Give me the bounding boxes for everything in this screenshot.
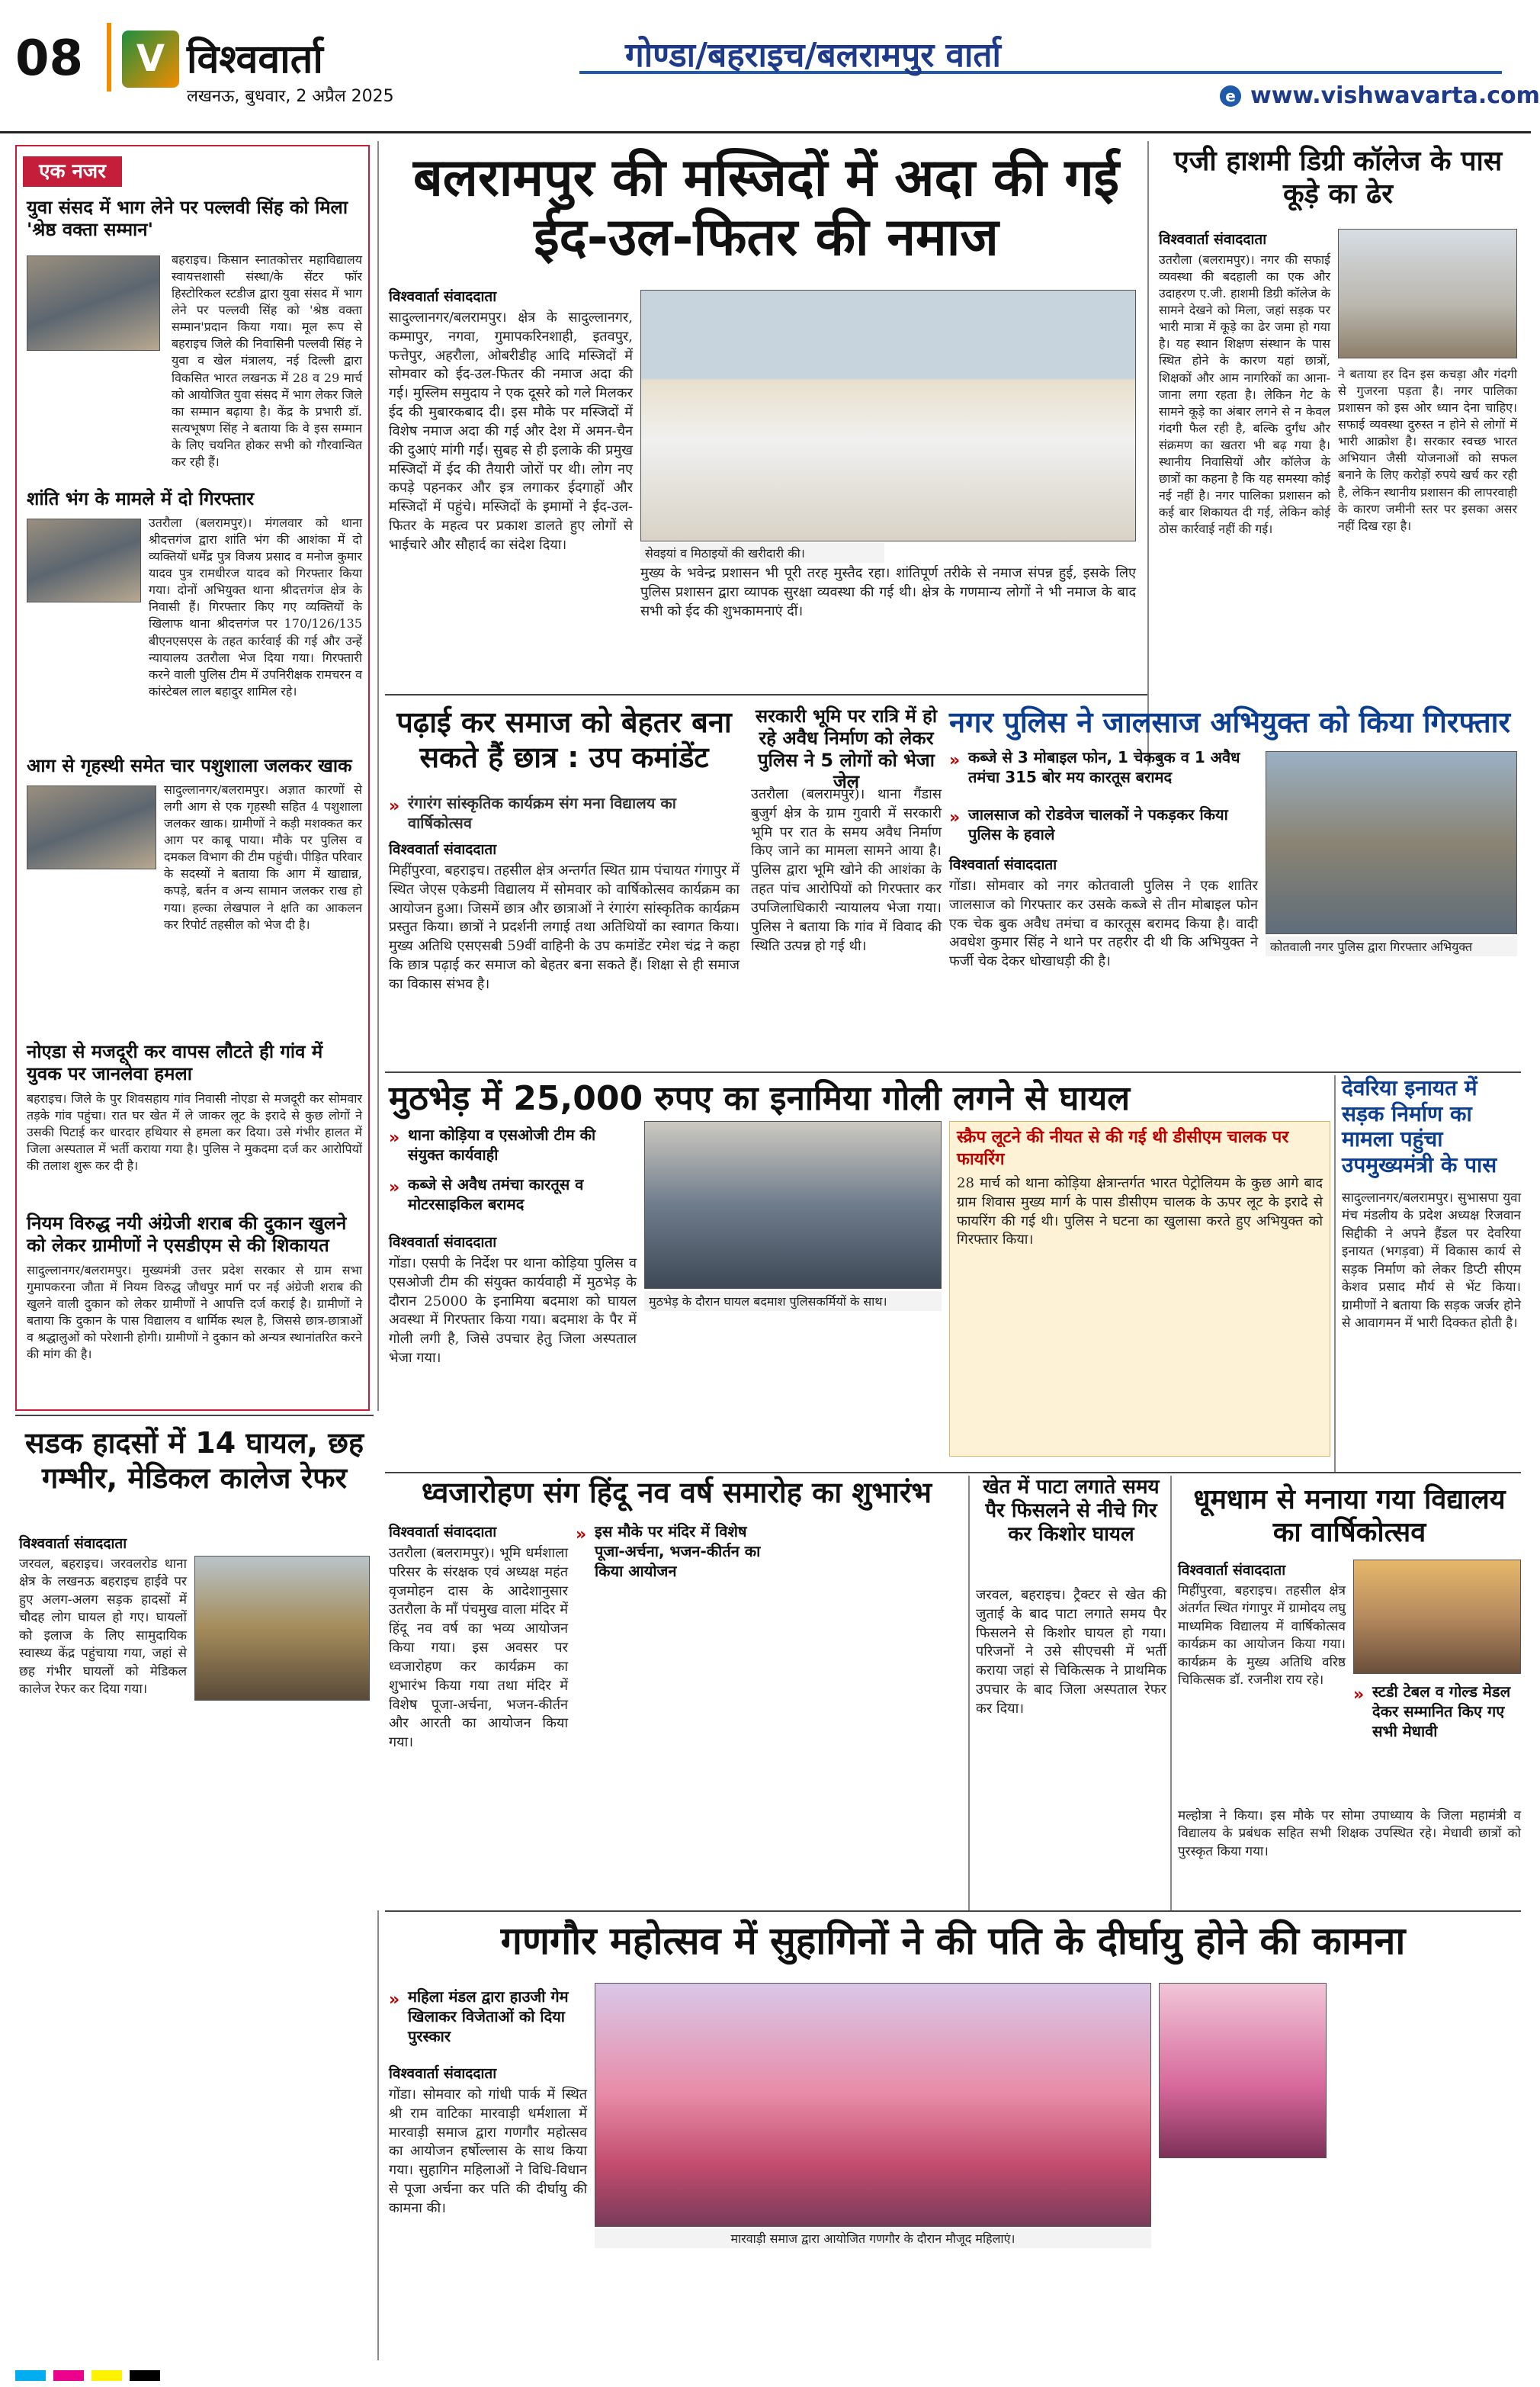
story-body [778,1521,964,1907]
bullet-icon: » [1353,1685,1365,1704]
column-divider [968,1476,970,1910]
headline: मुठभेड़ में 25,000 रुपए का इनामिया गोली लगने से घायल [389,1079,1131,1118]
headline: सडक हादसों में 14 घायल, छह गम्भीर, मेडिकल कालेज रेफर [24,1426,364,1495]
story-body: उतरौला (बलरामपुर)। मंगलवार को थाना श्रीदत्तगंज द्वारा शांति भंग की आशंका में दो व्यक्तियों धर्मेंद्र पुत्र विजय प्रसाद व मनोज कुमार यादव पुत्र रामधीरज यादव को गिरफ्तार किया गया। दोनों अभियुक्त थाना श्रीदत्तगंज क्षेत्र के निवासी हैं। गिरफ्तार किए गए व्यक्तियों के खिलाफ थाना श्रीदत्तगंज पर 170/126/135 बीएनएसएस के तहत कार्रवाई की गई और उन्हें न्यायालय उतरौला भेज दिया गया। गिरफ्तारी करने वाली पुलिस टीम में उपनिरीक्षक रामचरन व कांस्टेबल लाल बहादुर शामिल रहे। [149,516,362,699]
globe-icon: e [1220,85,1241,107]
headline: देवरिया इनायत में सड़क निर्माण का मामला पहुंचा उपमुख्यमंत्री के पास [1342,1075,1497,1177]
story-body [1159,2166,1327,2356]
brand-logo: V [122,31,179,88]
headline: नियम विरुद्ध नयी अंग्रेजी शराब की दुकान खुलने को लेकर ग्रामीणों ने एसडीएम से की शिकायत [27,1213,347,1256]
dateline: लखनऊ, बुधवार, 2 अप्रैल 2025 [187,87,394,106]
story-body [19,1891,370,2356]
highlight-body: 28 मार्च को थाना कोड़िया क्षेत्रान्तर्गत भारत पेट्रोलियम के कुछ आगे बाद ग्राम शिवास मुख्य मार्ग के पास डीसीएम चालक के ऊपर लूट के इरादे से फायरिंग की गई थी। पुलिस ने घटना का खुलासा करते हुए अभियुक्त को गिरफ्तार किया। [957,1175,1323,1248]
story-body: बहराइच। जिले के पुर शिवसहाय गांव निवासी नोएडा से मजदूरी कर सोमवार तड़के गांव पहुंचा। रात घर खेत में ले जाकर लूट के इरादे से कुछ लोगों ने उसकी पिटाई कर धारदार हथियार से हमला कर दिया। उसे गंभीर हालत में जिला अस्पताल में भर्ती कराया गया है। पुलिस ने मुकदमा दर्ज कर आरोपियों की तलाश शुरू कर दी है। [27,1091,362,1174]
lead-body: सादुल्लानगर/बलरामपुर। क्षेत्र के सादुल्लानगर, कम्मापुर, नगवा, गुमापकरिनशाही, इतवपुर, फत्तेपुर, अहरौला, ओबरीडीह आदि मस्जिदों में सोमवार को ईद-उल-फितर की नमाज अदा की गई। मुस्लिम समुदाय ने एक दूसरे को गले मिलकर ईद की मुबारकबाद दी। इस मौके पर मस्जिदों में विशेष नमाज अदा की गई और देश में अमन-चैन की दुआएं मांगी गईं। सुबह से ही इलाके की प्रमुख मस्जिदों में ईद की तैयारी जोरों पर थी। लोग नए कपड़े पहनकर और इत्र लगाकर ईदगाहों और मस्जिदों में पहुंचे। मस्जिदों के इमामों ने ईद-उल-फितर के महत्व पर प्रकाश डालते हुए लोगों से भाईचारे और सौहार्द का संदेश दिया। [389,310,633,553]
story-body: उतरौला (बलरामपुर)। भूमि धर्मशाला परिसर के संरक्षक एवं अध्यक्ष महंत वृजमोहन दास के आदेशानुसार उतरौला के माँ पंचमुख वाला मंदिर में हिंदू नव वर्ष का भव्य आयोजन किया गया। इस अवसर पर ध्वजारोहण कर कार्यक्रम का शुभारंभ किया गया तथा मंदिर में विशेष पूजा-अर्चना, भजन-कीर्तन और आरती का आयोजन किया गया। [389,1545,568,1751]
subheading: महिला मंडल द्वारा हाउजी गेम खिलाकर विजेताओं को दिया पुरस्कार [408,1987,569,2045]
headline: ध्वजारोहण संग हिंदू नव वर्ष समारोह का शुभारंभ [421,1476,932,1509]
story-body: सादुल्लानगर/बलरामपुर। सुभासपा युवा मंच मंडलीय के प्रदेश अध्यक्ष रिजवान सिद्दीकी ने अपने हैंडल पर देवरिया इनायत (भगड़वा) में विकास कार्य से सड़क निर्माण को लेकर डिप्टी सीएम केशव प्रसाद मौर्य से भेंट किया। ग्रामीणों ने बताया कि सड़क जर्जर होने से आवागमन में भारी दिक्कत होती है। [1342,1190,1521,1332]
headline: सरकारी भूमि पर रात्रि में हो रहे अवैध निर्माण को लेकर पुलिस ने 5 लोगों को भेजा जेल [755,705,938,793]
photo-caption: कोतवाली नगर पुलिस द्वारा गिरफ्तार अभियुक्त [1266,936,1517,956]
story-body: मिहींपुरवा, बहराइच। तहसील क्षेत्र अंतर्गत स्थित गंगापुर में ग्रामोदय लघु माध्यमिक विद्यालय में वार्षिकोत्सव कार्यक्रम का आयोजन किया गया। कार्यक्रम के मुख्य अतिथि वरिष्ठ चिकित्सक डॉ. रजनीश राय रहे। [1178,1583,1346,1688]
section-divider [385,1472,1521,1473]
section-divider [385,1071,1521,1073]
page-number: 08 [15,31,84,87]
section-divider [15,1415,374,1416]
column-divider [1334,1075,1336,1472]
lead-photo [640,290,1136,541]
headline: एजी हाशमी डिग्री कॉलेज के पास कूड़े का ढेर [1173,146,1503,210]
subheading: स्टडी टेबल व गोल्ड मेडल देकर सम्मानित किए गए सभी मेधावी [1372,1682,1511,1740]
registration-mark [91,2370,122,2381]
news-photo [1353,1560,1521,1674]
column-divider [377,1910,379,2360]
story-body [644,1312,942,1464]
subheading: कब्जे से 3 मोबाइल फोन, 1 चेकबुक व 1 अवैध तमंचा 315 बोर मय कारतूस बरामद [968,748,1240,786]
story-body [595,2250,1151,2356]
headline: आग से गृहस्थी समेत चार पशुशाला जलकर खाक [27,755,352,776]
byline: विश्ववार्ता संवाददाता [389,2065,497,2082]
news-photo [1266,751,1517,934]
byline: विश्ववार्ता संवाददाता [1159,231,1267,248]
headline: धूमधाम से मनाया गया विद्यालय का वार्षिकोत्सव [1193,1484,1506,1549]
column-divider [1170,1476,1172,1910]
headline: पढ़ाई कर समाज को बेहतर बना सकते हैं छात्र : उप कमांडेंट [396,705,732,774]
ek-nazar-tag: एक नजर [23,156,122,187]
subheading: इस मौके पर मंदिर में विशेष पूजा-अर्चना, भजन-कीर्तन का किया आयोजन [595,1522,761,1580]
byline: विश्ववार्ता संवाददाता [949,856,1057,873]
story-body: बहराइच। किसान स्नातकोत्तर महाविद्यालय स्वायत्तशासी संस्था/के सेंटर फॉर हिस्टोरिकल स्टडीज द्वारा युवा संसद में भाग लेने पर पल्लवी सिंह को 'श्रेष्ठ वक्ता सम्मान'प्रदान किया गया। मूल रूप से बहराइच जिले की निवासिनी पल्लवी सिंह ने युवा व खेल मंत्रालय, नई दिल्ली द्वारा विकसित भारत लखनऊ में 28 व 29 मार्च को आयोजित युवा संसद में भाग लेकर जिले का सम्मान बढ़ाया है। केंद्र के प्रभारी डॉ. सत्यभूषण सिंह ने बताया कि वे इस सम्मान के लिए चयनित होकर सभी को गौरवान्वित कर रही हैं। [172,252,362,469]
byline: विश्ववार्ता संवाददाता [389,1524,497,1540]
story-body: उतरौला (बलरामपुर)। नगर की सफाई व्यवस्था की बदहाली का एक और उदाहरण ए.जी. हाशमी डिग्री कॉलेज के सामने देखने को मिला, जहां सड़क पर भारी मात्रा में कूड़े का ढेर जमा हो गया है। यह स्थान शिक्षण संस्थान के पास स्थित होने के कारण यहां छात्रों, शिक्षकों और आम नागरिकों का आना-जाना लगा रहता है। लेकिन गेट के सामने कूड़े का अंबार लगने से न केवल गंदगी फैल रही है, बल्कि दुर्गंध और संक्रमण का खतरा भी बढ़ गया है। स्थानीय निवासियों और कॉलेज के छात्रों का कहना है कि यह समस्या कोई नई नहीं है। नगर पालिका प्रशासन को कई बार शिकायत दी गई, लेकिन कोई ठोस कार्रवाई नहीं की गई। [1159,252,1330,537]
news-photo [1338,229,1517,358]
story-body: गोंडा। सोमवार को नगर कोतवाली पुलिस ने एक शातिर जालसाज को गिरफ्तार कर उसके कब्जे से तीन मोबाइल फोन एक चेक बुक अवैध तमंचा व कारतूस बरामद किया है। वादी अवधेश कुमार सिंह ने थाने पर तहरीर दी थी कि अभियुक्त ने फर्जी चेक देकर धोखाधड़ी की है। [949,878,1258,970]
highlight-title: स्क्रैप लूटने की नीयत से की गई थी डीसीएम चालक पर फायरिंग [957,1128,1289,1169]
news-photo [595,1983,1151,2227]
story-body [194,1708,370,1884]
headline: नगर पुलिस ने जालसाज अभियुक्त को किया गिरफ्तार [949,705,1511,739]
section-divider [385,1910,1521,1912]
bullet-icon: » [389,797,400,816]
bullet-icon: » [389,1178,400,1197]
story-body: गोंडा। एसपी के निर्देश पर थाना कोड़िया पुलिस व एसओजी टीम की संयुक्त कार्यवाही में मुठभेड़ के दौरान 25000 के इनामिया बदमाश को घायल अवस्था में गिरफ्तार किया गया। बदमाश के पैर में गोली लगी है, जिसे उपचार हेतु जिला अस्पताल भेजा गया। [389,1255,637,1367]
subheading: रंगारंग सांस्कृतिक कार्यक्रम संग मना विद्यालय का वार्षिकोत्सव [408,794,676,832]
story-body: गोंडा। सोमवार को गांधी पार्क में स्थित श्री राम वाटिका मारवाड़ी धर्मशाला में मारवाड़ी समाज द्वारा गणगौर महोत्सव का आयोजन हर्षोल्लास के साथ किया गया। सुहागिन महिलाओं ने विधि-विधान से पूजा अर्चना कर पति की दीर्घायु की कामना की। [389,2087,587,2216]
headline: नोएडा से मजदूरी कर वापस लौटते ही गांव में युवक पर जानलेवा हमला [27,1041,323,1084]
story-body: सादुल्लानगर/बलरामपुर। अज्ञात कारणों से लगी आग से एक गृहस्थी सहित 4 पशुशाला जलकर खाक। ग्रामीणों ने कड़ी मशक्कत कर आग पर काबू पाया। मौके पर पुलिस व दमकल विभाग की टीम पहुंची। पीड़ित परिवार के सदस्यों ने बताया कि आग में खाद्यान्न, कपड़े, बर्तन व अन्य सामान जलकर राख हो गया। हल्का लेखपाल ने क्षति का आकलन कर रिपोर्ट तहसील को भेज दी है। [164,782,362,932]
lead-body: मुख्य के भवेन्द्र प्रशासन भी पूरी तरह मुस्तैद रहा। शांतिपूर्ण तरीके से नमाज संपन्न हुई, इसके लिए पुलिस प्रशासन द्वारा व्यापक सुरक्षा व्यवस्था की गई थी। क्षेत्र के गणमान्य लोगों ने भी नमाज के बाद सभी को ईद की शुभकामनाएं दीं। [640,565,1136,619]
bullet-icon: » [389,1990,400,2010]
lead-headline: बलरामपुर की मस्जिदों में अदा की गई ईद-उल-फितर की नमाज [412,148,1120,268]
headline: युवा संसद में भाग लेने पर पल्लवी सिंह को मिला 'श्रेष्ठ वक्ता सम्मान' [27,197,348,240]
byline: विश्ववार्ता संवाददाता [389,841,497,858]
photo-caption: मारवाड़ी समाज द्वारा आयोजित गणगौर के दौरान मौजूद महिलाएं। [595,2228,1151,2248]
bullet-icon: » [389,1129,400,1148]
bullet-icon: » [949,751,961,770]
byline: विश्ववार्ता संवाददाता [389,1234,497,1251]
byline: विश्ववार्ता संवाददाता [19,1535,127,1552]
masthead [0,0,1540,133]
story-body: सादुल्लानगर/बलरामपुर। मुख्यमंत्री उत्तर प्रदेश सरकार से ग्राम सभा गुमापकरना जौता में नियम विरुद्ध जौधपुर मार्ग पर नई अंग्रेजी शराब की खुलने वाली दुकान को लेकर ग्रामीणों ने आपत्ति दर्ज कराई है। ग्रामीणों ने बताया कि दुकान के पास विद्यालय व धार्मिक स्थल है, जिससे छात्र-छात्राओं व श्रद्धालुओं को परेशानी होगी। ग्रामीणों ने दुकान को अन्यत्र स्थानांतरित करने की मांग की है। [27,1263,362,1362]
photo-caption: सेवइयां व मिठाइयों की खरीदारी की। [640,543,884,563]
edition-title: गोण्डा/बहराइच/बलरामपुर वार्ता [625,36,1001,75]
story-body: जरवल, बहराइच। ट्रैक्टर से खेत की जुताई के बाद पाटा लगाते समय पैर फिसलने से किशोर घायल हो गया। परिजनों ने उसे सीएचसी में भर्ती कराया जहां से चिकित्सक ने प्राथमिक उपचार के बाद जिला अस्पताल रेफर कर दिया। [976,1587,1166,1717]
story-body: उतरौला (बलरामपुर)। थाना गैंडास बुजुर्ग क्षेत्र के ग्राम गुवारी में सरकारी भूमि पर रात के समय अवैध निर्माण किए जाने का मामला सामने आया है। पुलिस द्वारा भूमि खोने की आशंका के तहत पांच आरोपियों को गिरफ्तार कर उपजिलाधिकारी न्यायालय भेजा गया। पुलिस ने बताया कि गांव में विवाद की स्थिति उत्पन्न हो गई थी। [751,786,942,954]
registration-mark [53,2370,84,2381]
registration-mark [130,2370,160,2381]
headline: खेत में पाटा लगाते समय पैर फिसलने से नीचे गिर कर किशोर घायल [983,1476,1160,1547]
subheading: कब्जे से अवैध तमंचा कारतूस व मोटरसाइकिल बरामद [408,1175,584,1213]
page-number-divider [107,23,111,92]
subheading: थाना कोड़िया व एसओजी टीम की संयुक्त कार्यवाही [408,1126,596,1164]
bullet-icon: » [949,808,961,827]
column-divider [377,141,379,1411]
story-body: जरवल, बहराइच। जरवलरोड थाना क्षेत्र के लखनऊ बहराइच हाईवे पर हुए अलग-अलग सड़क हादसों में चौदह लोग घायल हो गए। घायलों को इलाज के लिए सामुदायिक स्वास्थ्य केंद्र पहुंचाया गया, जहां से छह गंभीर घायलों को मेडिकल कालेज रेफर कर दिया गया। [19,1557,187,1698]
section-divider [385,694,1147,696]
photo-caption: मुठभेड़ के दौरान घायल बदमाश पुलिसकर्मियों के साथ। [644,1291,942,1311]
brand-name: विश्ववार्ता [187,37,323,82]
column-divider [1147,141,1149,766]
website-link[interactable]: www.vishwavarta.com [1250,82,1540,109]
news-photo [194,1556,370,1701]
story-body [1334,1983,1521,2356]
headline: शांति भंग के मामले में दो गिरफ्तार [27,488,255,509]
story-body: मिहींपुरवा, बहराइच। तहसील क्षेत्र अन्तर्गत स्थित ग्राम पंचायत गंगापुर में स्थित जेएस एकेडमी विद्यालय में सोमवार को वार्षिकोत्सव कार्यक्रम का आयोजन हुआ। जिसमें छात्र और छात्राओं ने रंगारंग सांस्कृतिक कार्यक्रम प्रस्तुत किया। छात्रों ने प्रदर्शनी लगाई तथा अतिथियों का स्वागत किया। मुख्य अतिथि एसएसबी 59वीं वाहिनी के उप कमांडेंट रमेश चंद्र ने कहा कि छात्र पढ़ाई कर समाज को बेहतर बना सकते हैं। शिक्षा से ही समाज का विकास संभव है। [389,863,740,992]
news-photo [1159,1983,1327,2158]
byline: विश्ववार्ता संवाददाता [389,288,497,305]
subheading: जालसाज को रोडवेज चालकों ने पकड़कर किया पुलिस के हवाले [968,805,1228,843]
registration-mark [15,2370,46,2381]
story-body: मल्होत्रा ने किया। इस मौके पर सोमा उपाध्याय के जिला महामंत्री व विद्यालय के प्रबंधक सहित सभी शिक्षक उपस्थित रहे। मेधावी छात्रों को पुरस्कृत किया गया। [1178,1808,1521,1859]
story-body: ने बताया हर दिन इस कचड़ा और गंदगी से गुजरना पड़ता है। नगर पालिका प्रशासन को इस ओर ध्यान देना चाहिए। सफाई व्यवस्था दुरुस्त न होने से लोगों में भारी आक्रोश है। सरकार स्वच्छ भारत अभियान जैसी योजनाओं को सफल बनाने के लिए करोड़ों रुपये खर्च कर रही है, लेकिन स्थानीय प्रशासन की लापरवाही के कारण जमीनी स्तर पर इसका असर नहीं दिख रहा है। [1338,367,1517,533]
story-body [576,1590,770,1907]
byline: विश्ववार्ता संवाददाता [1178,1562,1286,1579]
headline: गणगौर महोत्सव में सुहागिनों ने की पति के दीर्घायु होने की कामना [500,1919,1406,1963]
bullet-icon: » [576,1525,587,1544]
news-photo [644,1121,942,1289]
